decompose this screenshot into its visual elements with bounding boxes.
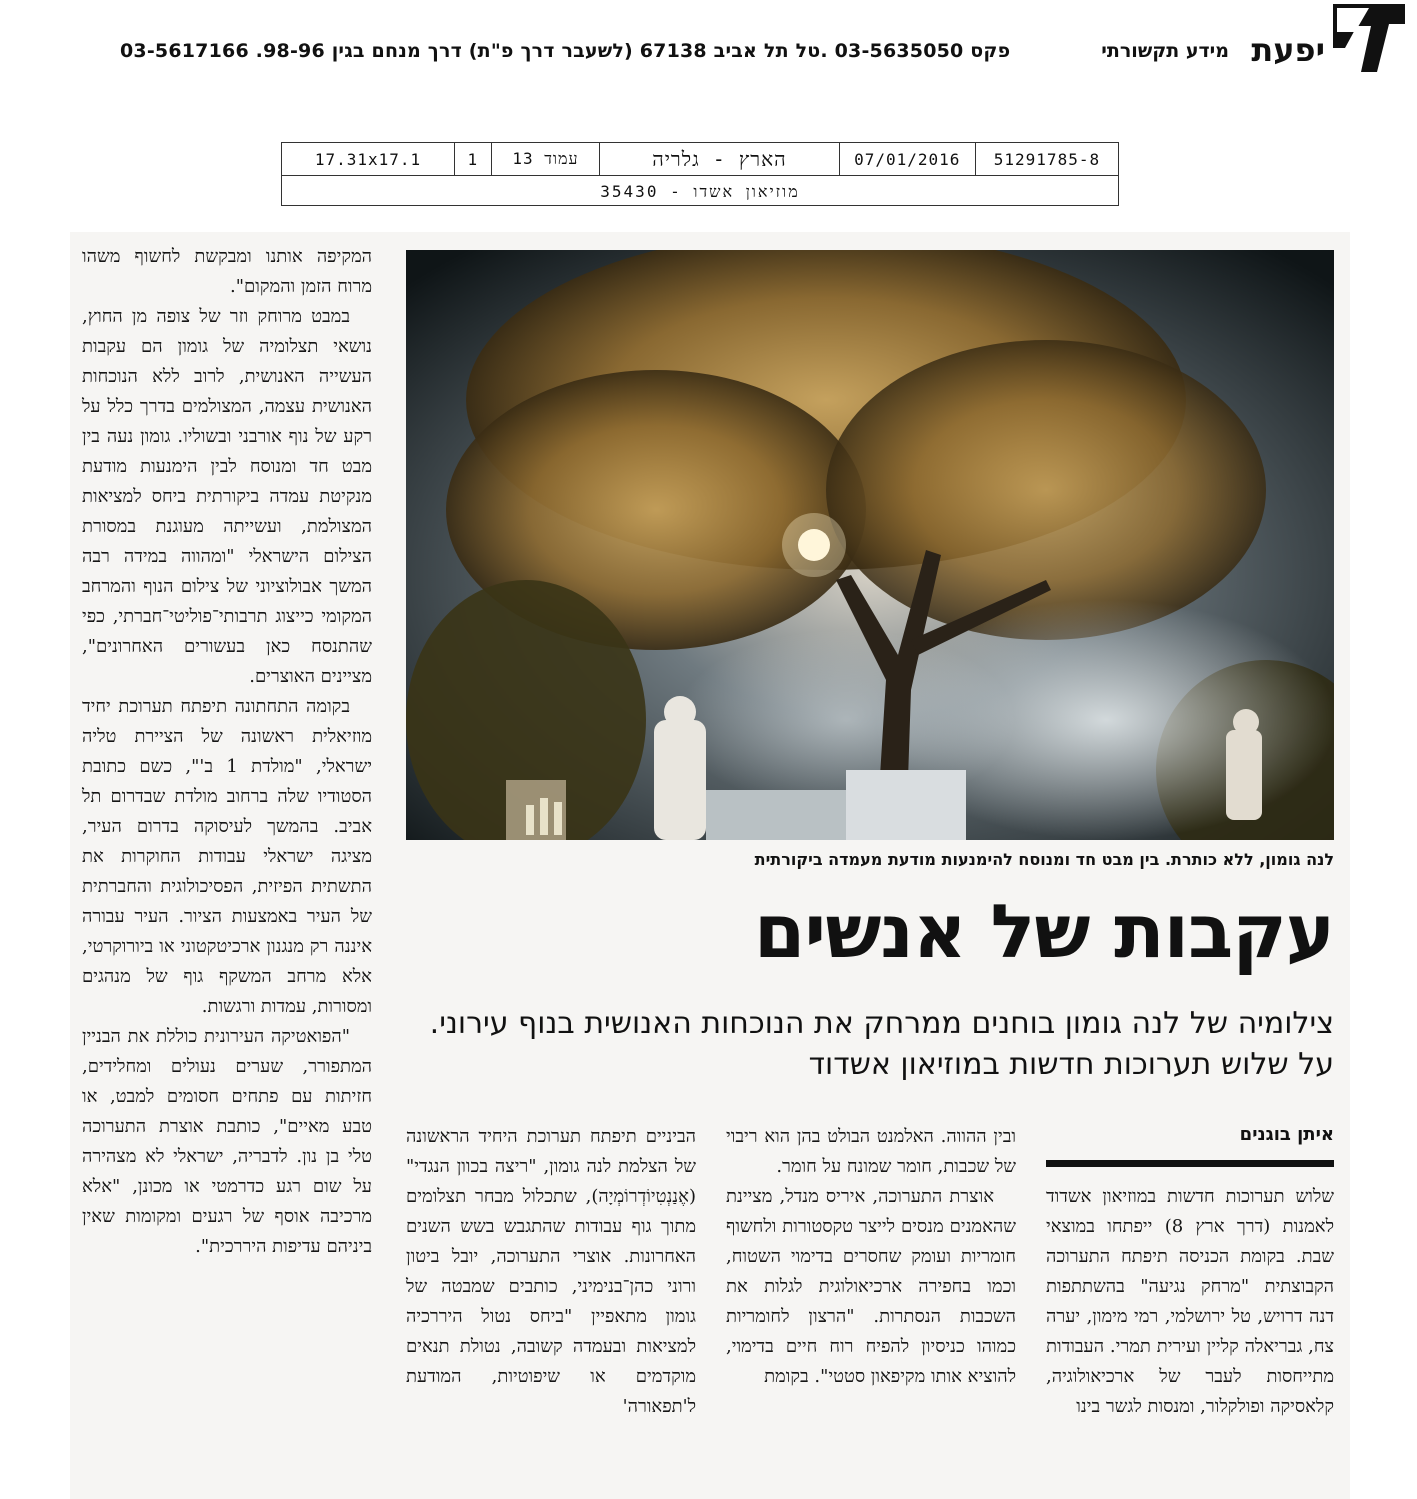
- article-subheadline: צילומיה של לנה גומון בוחנים ממרחק את הנוכחות האנושית בנוף עירוני. על שלוש תערוכות חדשות במוזיאון אשדוד: [429, 1006, 1334, 1082]
- article-column-4: [82, 242, 372, 1262]
- brand-subtitle: מידע תקשורתי: [1101, 40, 1229, 62]
- article-headline: עקבות של אנשים: [753, 889, 1334, 975]
- byline-rule: [1046, 1160, 1334, 1167]
- contact-address: 03-5617166 .פקס 03-5635050 .טל תל אביב 67138 (לשעבר דרך פ"ת) דרך מנחם בגין 98-96: [120, 40, 1011, 62]
- client-name: מוזיאון אשדו - 35430: [600, 181, 800, 201]
- page-number: עמוד 13: [491, 143, 599, 175]
- clipping-info-table: [281, 142, 1119, 206]
- paragraph: "הפואטיקה העירונית כוללת את הבניין המתפורר, שערים נעולים ומחלידים, חזיתות עם פתחים חסומים למבט, או טבע מאיים", כותבת אוצרת התערוכה טלי בן נון. לדבריה, ישראלי לא מצהירה על שום רגע כדרמטי או מכונן, "אלא מרכיבה אוסף של רגעים ומקומות שאין ביניהם עדיפות היררכית".: [82, 1026, 372, 1257]
- paragraph: במבט מרוחק וזר של צופה מן החוץ, נושאי תצלומיה של גומון הם עקבות העשייה האנושית, לרוב ללא הנוכחות האנושית עצמה, המצולמים בדרך כלל על רקע של נוף אורבני ובשוליו. גומון נעה בין מבט חד ומנוסח לבין הימנעות מודעת מנקיטת עמדה ביקורתית ביחס למציאות המצולמת, ועשייתה מעוגנת במסורת הצילום הישראלי "ומהווה במידה רבה המשך אבולוציוני של צילום הנוף והמרחב המקומי כייצוג תרבותי־פוליטי־חברתי, כפי שהתנסח כאן בעשורים האחרונים", מציינים האוצרים.: [82, 306, 372, 687]
- brand-name: יפעת: [1251, 31, 1325, 69]
- publication-name: הארץ - גלריה: [599, 143, 839, 175]
- photo-caption: לנה גומון, ללא כותרת. בין מבט חד ומנוסח להימנעות מודעת מעמדה ביקורתית: [754, 850, 1334, 869]
- clipping-header: [0, 0, 1417, 80]
- item-count: 1: [454, 143, 491, 175]
- publication-date: 07/01/2016: [839, 143, 975, 175]
- clipping-size: 17.31x17.1: [314, 149, 422, 169]
- paragraph: בקומה התחתונה תיפתח תערוכת יחיד מוזיאלית ראשונה של הציירת טליה ישראלי, "מולדת 1 ב'", כשם כתובת הסטודיו שלה ברחוב מולדת שבדרום תל אביב. בהמשך לעיסוקה בדרום העיר, מציגה ישראלי עבודות החוקרות את התשתית הפיזית, הפסיכולוגית והחברתית של העיר באמצעות הציור. העיר עבורה איננה רק מנגנון ארכיטקטוני או ביורוקרטי, אלא מרחב המשקף גוף של מנהגים ומסורות, עמדות ורגשות.: [82, 696, 372, 1017]
- clipping-id: 51291785-8: [975, 143, 1118, 175]
- article-photo: [406, 250, 1334, 840]
- article-byline: איתן בוגנים: [1239, 1124, 1334, 1145]
- paragraph: ובין ההווה. האלמנט הבולט בהן הוא ריבוי של שכבות, חומר שמונח על חומר.: [726, 1126, 1016, 1177]
- article-column-1: [1046, 1182, 1334, 1422]
- paragraph: שלוש תערוכות חדשות במוזיאון אשדוד לאמנות (דרך ארץ 8) ייפתחו במוצאי שבת. בקומת הכניסה תיפתח התערוכה הקבוצתית "מרחק נגיעה" בהשתתפות דנה דרויש, טל ירושלמי, רמי מימון, יערה צח, גבריאלה קליין ועירית תמרי. העבודות מתייחסות לעבר של ארכיאולוגיה, קלאסיקה ופולקלור, ומנסות לגשר בינו: [1046, 1186, 1334, 1417]
- night-tree-photo: [406, 250, 1334, 840]
- info-row: [282, 143, 1118, 176]
- yifat-logo-icon: [1331, 2, 1407, 74]
- paragraph: המקיפה אותנו ומבקשת לחשוף משהו מרוח הזמן והמקום".: [82, 246, 372, 297]
- paragraph: אוצרת התערוכה, איריס מנדל, מציינת שהאמנים מנסים לייצר טקסטורות ולחשוף חומריות ועומק שחסרים בדימוי השטוח, וכמו בחפירה ארכיאולוגית לגלות את השכבות הנסתרות. "הרצון לחומריות כמוהו כניסיון להפיח רוח חיים בדימוי, להוציא אותו מקיפאון סטטי". בקומת: [726, 1186, 1016, 1387]
- paragraph: הביניים תיפתח תערוכת היחיד הראשונה של הצלמת לנה גומון, "ריצה בכוון הנגדי" (אֶנַנְטִיוֹדְרוֹמְיָה), שתכלול מבחר תצלומים מתוך גוף עבודות שהתגבש בשש השנים האחרונות. אוצרי התערוכה, יובל ביטון ורוני כהן־בנימיני, כותבים שמבטה של גומון מתאפיין "ביחס נטול היררכיה למציאות ובעמדה קשובה, נטולת תנאים מוקדמים או שיפוטיות, המודעת ל'תפאורה': [406, 1126, 696, 1417]
- article-column-2: [726, 1122, 1016, 1392]
- article-column-3: [406, 1122, 696, 1422]
